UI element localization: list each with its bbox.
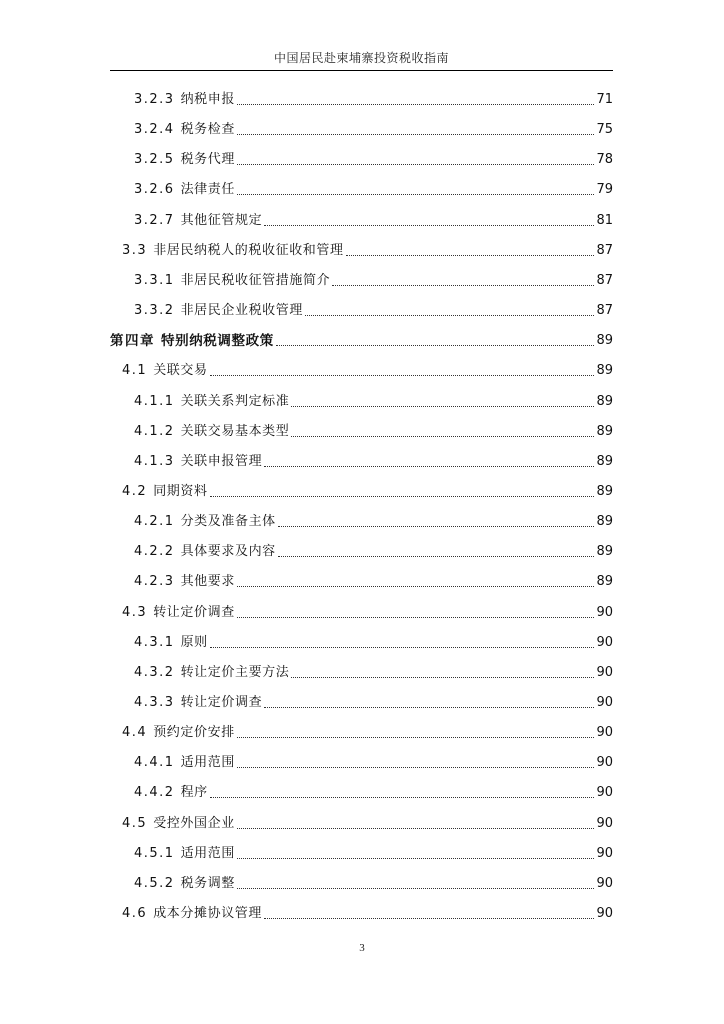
toc-entry-title: 分类及准备主体	[180, 514, 276, 529]
page-number: 3	[359, 942, 365, 954]
toc-entry[interactable]	[134, 781, 613, 801]
toc-entry-page: 89	[596, 574, 613, 589]
toc-entry[interactable]	[122, 359, 613, 379]
dot-leader	[346, 255, 595, 256]
toc-entry-page: 90	[596, 846, 613, 861]
toc-entry[interactable]	[122, 812, 613, 832]
toc-entry-title: 非居民企业税收管理	[180, 303, 303, 318]
dot-leader	[210, 647, 595, 648]
toc-entry-number: 4.3	[122, 605, 148, 620]
toc-entry-page: 90	[596, 785, 613, 800]
toc-entry-page: 90	[596, 665, 613, 680]
toc-entry[interactable]	[110, 329, 613, 349]
toc-entry[interactable]	[134, 842, 613, 862]
dot-leader	[237, 164, 594, 165]
toc-entry-number: 4.1.2	[134, 424, 175, 439]
toc-entry-number: 3.2.6	[134, 182, 175, 197]
dot-leader	[278, 556, 595, 557]
toc-entry-title: 成本分摊协议管理	[153, 906, 262, 921]
toc-entry-page: 87	[596, 273, 613, 288]
dot-leader	[210, 496, 595, 497]
toc-entry-page: 89	[596, 363, 613, 378]
toc-entry-page: 89	[596, 424, 613, 439]
toc-entry-number: 4.5	[122, 816, 148, 831]
toc-entry-title: 转让定价主要方法	[180, 665, 290, 680]
toc-entry[interactable]	[134, 118, 613, 138]
toc-entry-number: 4.3.1	[134, 635, 175, 650]
toc-entry[interactable]	[134, 88, 613, 108]
toc-entry-number: 4.1.1	[134, 394, 175, 409]
toc-entry[interactable]	[134, 510, 613, 530]
toc-entry[interactable]	[122, 902, 613, 922]
toc-entry-page: 89	[596, 544, 613, 559]
toc-entry-title: 关联交易基本类型	[180, 424, 290, 439]
toc-entry-title: 原则	[180, 635, 208, 650]
dot-leader	[291, 436, 594, 437]
dot-leader	[332, 285, 594, 286]
dot-leader	[237, 858, 594, 859]
toc-entry[interactable]	[134, 299, 613, 319]
dot-leader	[291, 677, 594, 678]
toc-entry-page: 87	[596, 243, 613, 258]
toc-entry-title: 同期资料	[153, 484, 208, 499]
toc-entry-number: 3.2.4	[134, 122, 175, 137]
toc-entry-number: 4.3.2	[134, 665, 175, 680]
dot-leader	[264, 707, 594, 708]
toc-entry-number: 3.3	[122, 243, 148, 258]
toc-entry[interactable]	[134, 269, 613, 289]
toc-entry[interactable]	[122, 480, 613, 500]
toc-entry-number: 4.3.3	[134, 695, 175, 710]
toc-entry-title: 税务代理	[180, 152, 235, 167]
toc-entry-number: 4.4	[122, 725, 148, 740]
toc-entry-title: 适用范围	[180, 755, 235, 770]
dot-leader	[305, 315, 594, 316]
toc-entry-title: 其他要求	[180, 574, 235, 589]
toc-entry-title: 转让定价调查	[153, 605, 235, 620]
toc-entry-number: 第四章	[110, 333, 155, 349]
toc-entry-title: 受控外国企业	[153, 816, 235, 831]
toc-entry-title: 非居民纳税人的税收征收和管理	[153, 243, 344, 258]
dot-leader	[237, 888, 594, 889]
toc-entry-number: 4.2	[122, 484, 148, 499]
toc-entry-number: 4.6	[122, 906, 148, 921]
toc-entry-number: 4.4.1	[134, 755, 175, 770]
toc-entry-title: 具体要求及内容	[180, 544, 276, 559]
toc-entry-page: 90	[596, 906, 613, 921]
dot-leader	[278, 526, 595, 527]
toc-entry-title: 纳税申报	[180, 92, 235, 107]
toc-entry-title: 预约定价安排	[153, 725, 235, 740]
toc-entry-page: 90	[596, 635, 613, 650]
toc-entry-number: 3.2.7	[134, 213, 175, 228]
dot-leader	[210, 797, 595, 798]
dot-leader	[291, 406, 594, 407]
toc-entry-number: 3.2.5	[134, 152, 175, 167]
dot-leader	[237, 737, 595, 738]
dot-leader	[264, 466, 594, 467]
toc-entry-page: 89	[596, 333, 613, 348]
toc-entry-title: 法律责任	[180, 182, 235, 197]
dot-leader	[264, 918, 594, 919]
toc-entry-title: 税务检查	[180, 122, 235, 137]
toc-entry-number: 3.2.3	[134, 92, 175, 107]
dot-leader	[276, 345, 595, 346]
toc-entry-number: 4.4.2	[134, 785, 175, 800]
toc-entry-number: 4.2.2	[134, 544, 175, 559]
toc-entry-page: 71	[596, 92, 613, 107]
header-rule	[110, 70, 613, 71]
toc-entry-title: 特别纳税调整政策	[161, 333, 274, 349]
toc-entry-number: 3.3.2	[134, 303, 175, 318]
toc-entry-page: 75	[596, 122, 613, 137]
dot-leader	[237, 586, 594, 587]
toc-entry[interactable]	[134, 631, 613, 651]
toc-entry-page: 90	[596, 876, 613, 891]
toc-entry[interactable]	[134, 540, 613, 560]
toc-entry[interactable]	[134, 450, 613, 470]
toc-entry-page: 89	[596, 514, 613, 529]
toc-entry-number: 3.3.1	[134, 273, 175, 288]
toc-entry-page: 90	[596, 725, 613, 740]
toc-entry-page: 89	[596, 454, 613, 469]
toc-entry[interactable]	[134, 209, 613, 229]
toc-entry-page: 87	[596, 303, 613, 318]
toc-entry-page: 81	[596, 213, 613, 228]
toc-entry-title: 适用范围	[180, 846, 235, 861]
toc-entry-page: 78	[596, 152, 613, 167]
dot-leader	[237, 134, 594, 135]
toc-entry-title: 关联关系判定标准	[180, 394, 290, 409]
toc-entry-title: 转让定价调查	[180, 695, 263, 710]
toc-entry-page: 79	[596, 182, 613, 197]
toc-entry-number: 4.1	[122, 363, 148, 378]
dot-leader	[237, 194, 594, 195]
toc-entry[interactable]	[134, 872, 613, 892]
toc-entry[interactable]	[134, 148, 613, 168]
toc-entry-title: 关联交易	[153, 363, 208, 378]
dot-leader	[237, 617, 595, 618]
toc-entry[interactable]	[134, 420, 613, 440]
toc-entry[interactable]	[134, 178, 613, 198]
toc-entry-page: 90	[596, 816, 613, 831]
toc-entry[interactable]	[134, 661, 613, 681]
toc-entry[interactable]	[134, 691, 613, 711]
toc-entry-title: 非居民税收征管措施简介	[180, 273, 331, 288]
toc-entry-number: 4.2.1	[134, 514, 175, 529]
toc-entry[interactable]	[134, 570, 613, 590]
dot-leader	[237, 104, 594, 105]
toc-entry-number: 4.5.1	[134, 846, 175, 861]
toc-entry-number: 4.1.3	[134, 454, 175, 469]
dot-leader	[237, 828, 595, 829]
toc-entry-page: 89	[596, 484, 613, 499]
running-header: 中国居民赴柬埔寨投资税收指南	[273, 51, 449, 65]
toc-entry[interactable]	[122, 239, 613, 259]
toc-entry-title: 关联申报管理	[180, 454, 263, 469]
toc-entry[interactable]	[122, 601, 613, 621]
toc-entry-number: 4.2.3	[134, 574, 175, 589]
toc-entry[interactable]	[134, 390, 613, 410]
toc-entry-title: 税务调整	[180, 876, 235, 891]
toc-entry-number: 4.5.2	[134, 876, 175, 891]
dot-leader	[264, 225, 594, 226]
toc-entry-page: 90	[596, 695, 613, 710]
dot-leader	[237, 767, 594, 768]
toc-entry[interactable]	[134, 751, 613, 771]
toc-entry[interactable]	[122, 721, 613, 741]
toc-entry-title: 程序	[180, 785, 208, 800]
toc-entry-page: 90	[596, 755, 613, 770]
toc-entry-title: 其他征管规定	[180, 213, 263, 228]
dot-leader	[210, 375, 595, 376]
toc-entry-page: 89	[596, 394, 613, 409]
toc-entry-page: 90	[596, 605, 613, 620]
